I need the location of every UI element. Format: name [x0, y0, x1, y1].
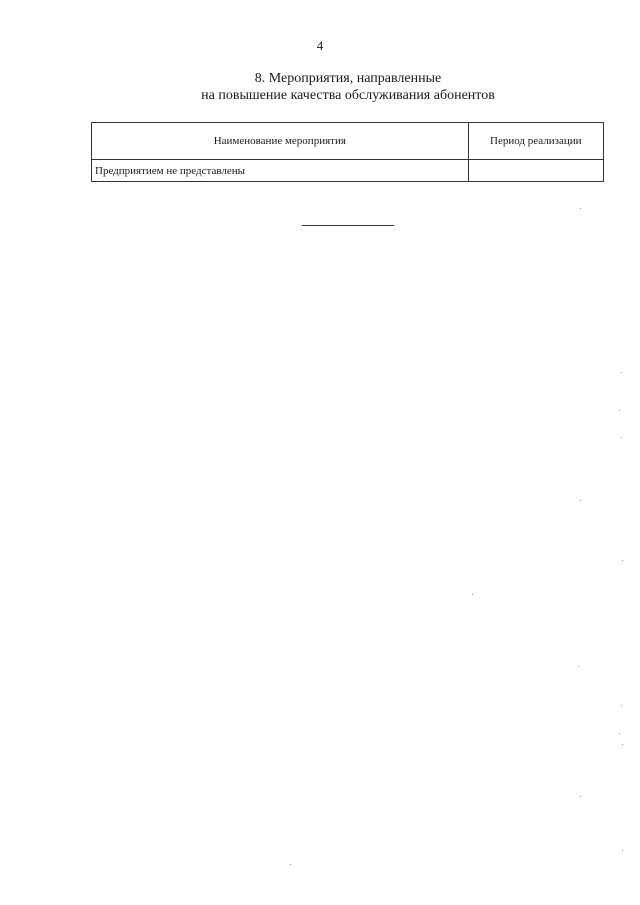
- header-measure-name: Наименование мероприятия: [92, 123, 469, 160]
- scan-speck: [622, 850, 623, 851]
- scan-speck: [580, 500, 581, 501]
- section-heading-line-1: 8. Мероприятия, направленные: [254, 71, 442, 86]
- section-heading-line-2: на повышение качества обслуживания абонентов: [201, 88, 495, 103]
- scan-speck: [580, 796, 581, 797]
- scan-speck: [580, 208, 581, 209]
- table-row: [92, 160, 604, 182]
- scan-speck: [622, 560, 623, 561]
- section-heading: [0, 70, 640, 104]
- scan-speck: [621, 705, 622, 706]
- cell-measure-name: Предприятием не представлены: [92, 160, 469, 182]
- scan-speck: [621, 372, 622, 373]
- scan-speck: [578, 666, 579, 667]
- scan-speck: [622, 744, 623, 745]
- scan-speck: [290, 864, 291, 865]
- scan-speck: [619, 410, 620, 411]
- end-of-document-line: [302, 225, 394, 226]
- scan-speck: [619, 733, 620, 734]
- table-header-row: [92, 123, 604, 160]
- header-implementation-period: Период реализации: [468, 123, 603, 160]
- scan-speck: [472, 594, 473, 595]
- page-number: 4: [316, 38, 324, 53]
- scan-speck: [621, 437, 622, 438]
- cell-implementation-period: [468, 160, 603, 182]
- measures-table: [91, 122, 604, 182]
